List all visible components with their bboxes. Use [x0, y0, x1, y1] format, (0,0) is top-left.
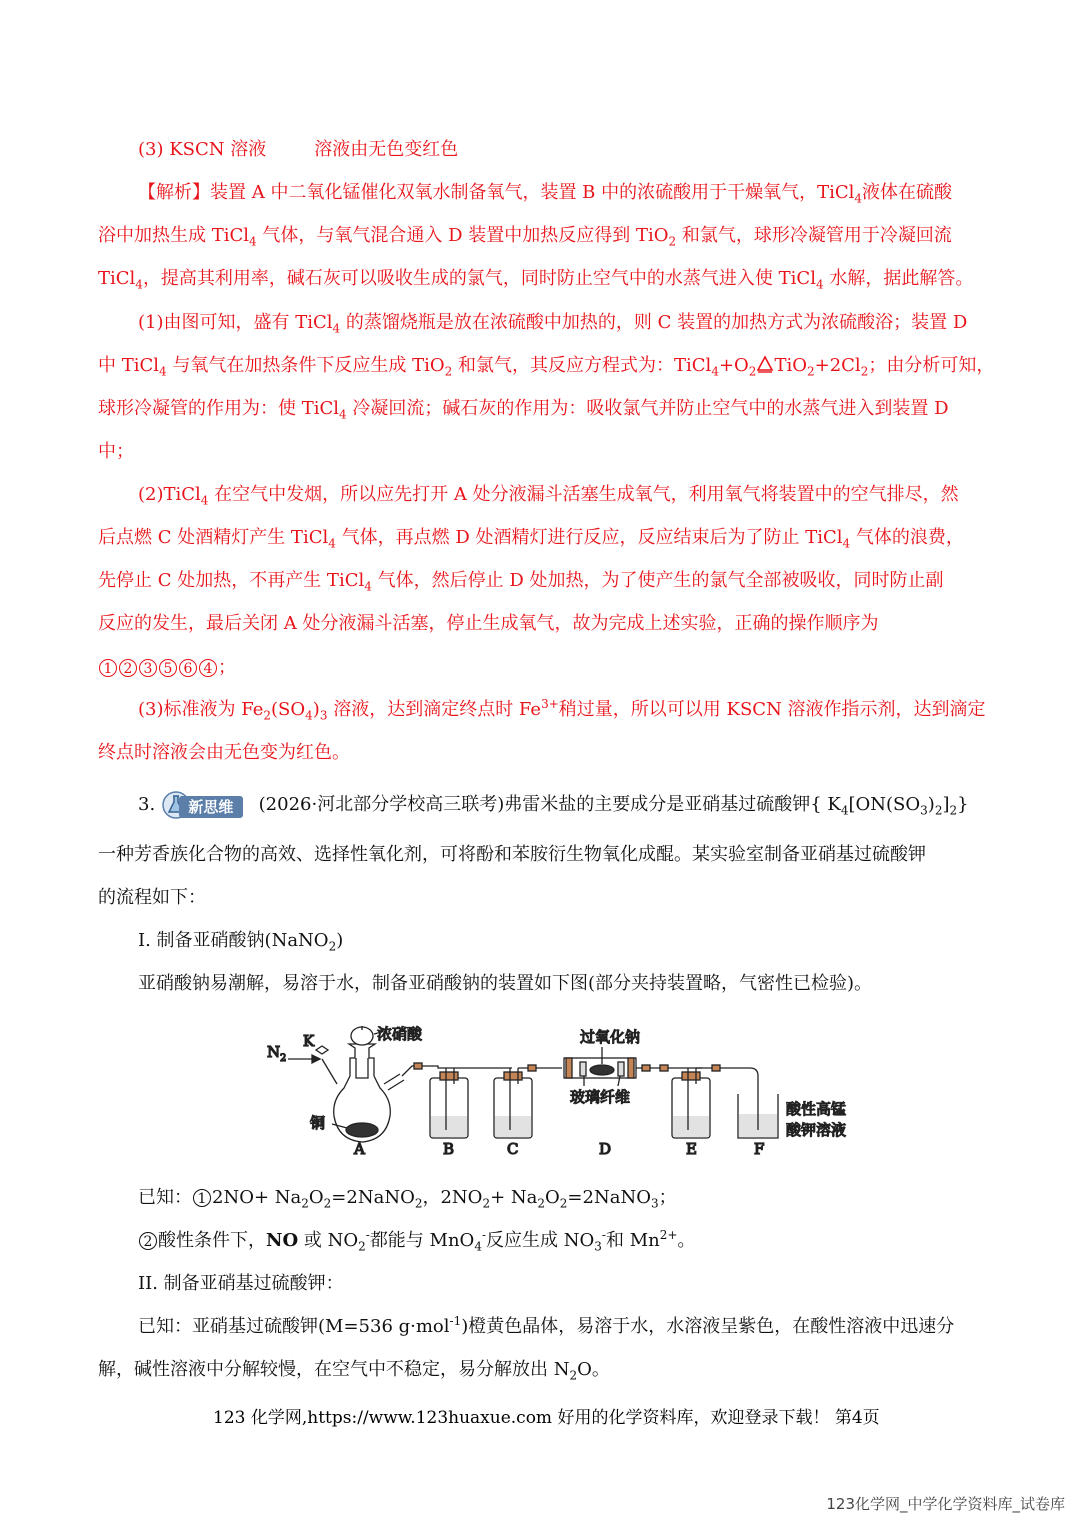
label-b: B — [443, 1140, 455, 1158]
step-circled-number: 1 — [99, 659, 117, 677]
kmno4-label-2: 酸钾溶液 — [786, 1121, 847, 1139]
answer-3-line — [138, 138, 458, 162]
step-circled-number: 6 — [179, 659, 197, 677]
label-f: F — [754, 1140, 765, 1158]
conc-nitric-acid-label: 浓硝酸 — [377, 1025, 423, 1043]
part1-answer-line-1: (1)由图可知，盛有 TiCl$_4$ 的蒸馏烧瓶是放在浓硫酸中加热的，则 C 装置的加热方式为浓硫酸浴；装置 D — [138, 312, 968, 336]
inlet-tube — [322, 1059, 337, 1084]
question-3-line-3: 的流程如下： — [98, 887, 206, 908]
step-circled-number: 2 — [119, 659, 137, 677]
part3-answer-line-2: 终点时溶液会由无色变为红色。 — [98, 742, 350, 763]
label-e: E — [686, 1140, 697, 1158]
part-1-description: 亚硝酸钠易潮解，易溶于水，制备亚硝酸钠的装置如下图(部分夹持装置略，气密性已检验)。 — [138, 973, 873, 994]
n2-label: N — [267, 1043, 281, 1061]
step-circled-number: 3 — [139, 659, 157, 677]
tube-d — [564, 1058, 636, 1078]
question-3-line-2: 一种芳香族化合物的高效、选择性氧化剂，可将酚和苯胺衍生物氧化成醌。某实验室制备亚硝基过硫酸钾 — [98, 844, 926, 865]
known-1: 已知： 1 $2NO+ Na_2O_2=2NaNO_2$，$2NO_2+$ $Na_2O_2=2NaNO_3$； — [138, 1187, 677, 1211]
part-1-title: I. 制备亚硝酸钠(NaNO$_2$) — [138, 930, 344, 954]
apparatus-diagram — [262, 1018, 862, 1163]
glass-fiber-label: 玻璃纤维 — [570, 1088, 631, 1106]
part2-answer-line-3: 先停止 C 处加热，不再产生 TiCl$_4$ 气体，然后停止 D 处加热，为了使产生的氯气全部被吸收，同时防止副 — [98, 570, 944, 594]
question-number: 3. — [138, 794, 156, 815]
sodium-peroxide-label: 过氧化钠 — [580, 1028, 641, 1046]
part-2-title: II. 制备亚硝基过硫酸钾： — [138, 1273, 344, 1294]
analysis-line-3: TiCl$_4$，提高其利用率，碱石灰可以吸收生成的氯气，同时防止空气中的水蒸气进入使 TiCl$_4$ 水解，据此解答。 — [98, 268, 974, 292]
analysis-line-1: 【解析】装置 A 中二氧化锰催化双氧水制备氧气，装置 B 中的浓硫酸用于干燥氧气，TiCl$_4$液体在硫酸 — [138, 182, 953, 206]
page-footer: 123 化学网,https://www.123huaxue.com 好用的化学资料库，欢迎登录下载！ 第4页 — [213, 1408, 880, 1428]
bottle-c — [494, 1068, 532, 1138]
answer-label: (3) KSCN 溶液 — [138, 139, 267, 160]
part2-answer-line-4: 反应的发生，最后关闭 A 处分液漏斗活塞，停止生成氧气，故为完成上述实验，正确的操作顺序为 — [98, 613, 879, 634]
sodium-peroxide-solid — [590, 1065, 614, 1075]
known-3-line-1: 已知：亚硝基过硫酸钾(M=536 g·mol$^{-1}$)橙黄色晶体，易溶于水，水溶液呈紫色，在酸性溶液中迅速分 — [138, 1314, 955, 1337]
step-circled-number: 4 — [199, 659, 217, 677]
known-3-line-2: 解，碱性溶液中分解较慢，在空气中不稳定，易分解放出 $N_2O$。 — [98, 1359, 610, 1383]
part2-answer-line-2: 后点燃 C 处酒精灯产生 TiCl$_4$ 气体，再点燃 D 处酒精灯进行反应，反应结束后为了防止 TiCl$_4$ 气体的浪费， — [98, 527, 964, 551]
operation-order: 1 2 3 5 6 4 ； — [98, 656, 236, 680]
dropping-funnel — [349, 1044, 375, 1058]
part2-answer-line-1: (2)TiCl$_4$ 在空气中发烟，所以应先打开 A 处分液漏斗活塞生成氧气，利用氧气将装置中的空气排尽，然 — [138, 484, 959, 508]
part1-answer-line-4: 中； — [98, 441, 134, 462]
part1-answer-line-3: 球形冷凝管的作用为：使 TiCl$_4$ 冷凝回流；碱石灰的作用为：吸收氯气并防止空气中的水蒸气进入到装置 D — [98, 398, 949, 422]
copper-label: 铜 — [310, 1114, 326, 1132]
known-2: 2 酸性条件下，NO 或 $NO_2^-$都能与 MnO$_4$-反应生成 $NO_3^-$和 $Mn^{2+}$。 — [138, 1229, 695, 1253]
label-c: C — [507, 1140, 519, 1158]
heat-triangle-icon — [756, 355, 774, 380]
step-circled-number: 5 — [159, 659, 177, 677]
watermark: 123化学网_中学化学资料库_试卷库 — [826, 1495, 1065, 1513]
label-d: D — [599, 1140, 612, 1158]
label-a: A — [354, 1140, 365, 1158]
copper-solid — [346, 1123, 378, 1137]
analysis-line-2: 浴中加热生成 TiCl$_4$ 气体，与氧气混合通入 D 装置中加热反应得到 TiO$_2$ 和氯气，球形冷凝管用于冷凝回流 — [98, 225, 952, 249]
new-thinking-badge: 新思维 — [161, 790, 253, 820]
bottle-e — [672, 1068, 710, 1138]
answer-result: 溶液由无色变红色 — [314, 139, 459, 160]
beaker-f — [738, 1094, 778, 1138]
part1-answer-line-2: 中 TiCl$_4$ 与氧气在加热条件下反应生成 TiO$_2$ 和氯气，其反应方程式为：$TiCl_4+O_2$ $TiO_2+2Cl_2$；由分析可知， — [98, 355, 995, 379]
bottle-b — [430, 1068, 468, 1138]
svg-text:2: 2 — [280, 1053, 287, 1064]
question-3-line-1: 3. 新思维 (2026·河北部分学校高三联考)弗雷米盐的主要成分是亚硝基过硫酸钾{ $K_4[ON(SO_3)_2]_2$} — [138, 790, 969, 820]
part3-answer-line-1: (3)标准液为 $Fe_2(SO_4)_3$ 溶液，达到滴定终点时 $Fe^{3+}$稍过量，所以可以用 KSCN 溶液作指示剂，达到滴定 — [138, 697, 986, 723]
valve-k-label: K — [303, 1032, 315, 1050]
flask-a — [334, 1026, 404, 1142]
kmno4-label-1: 酸性高锰 — [786, 1100, 847, 1118]
